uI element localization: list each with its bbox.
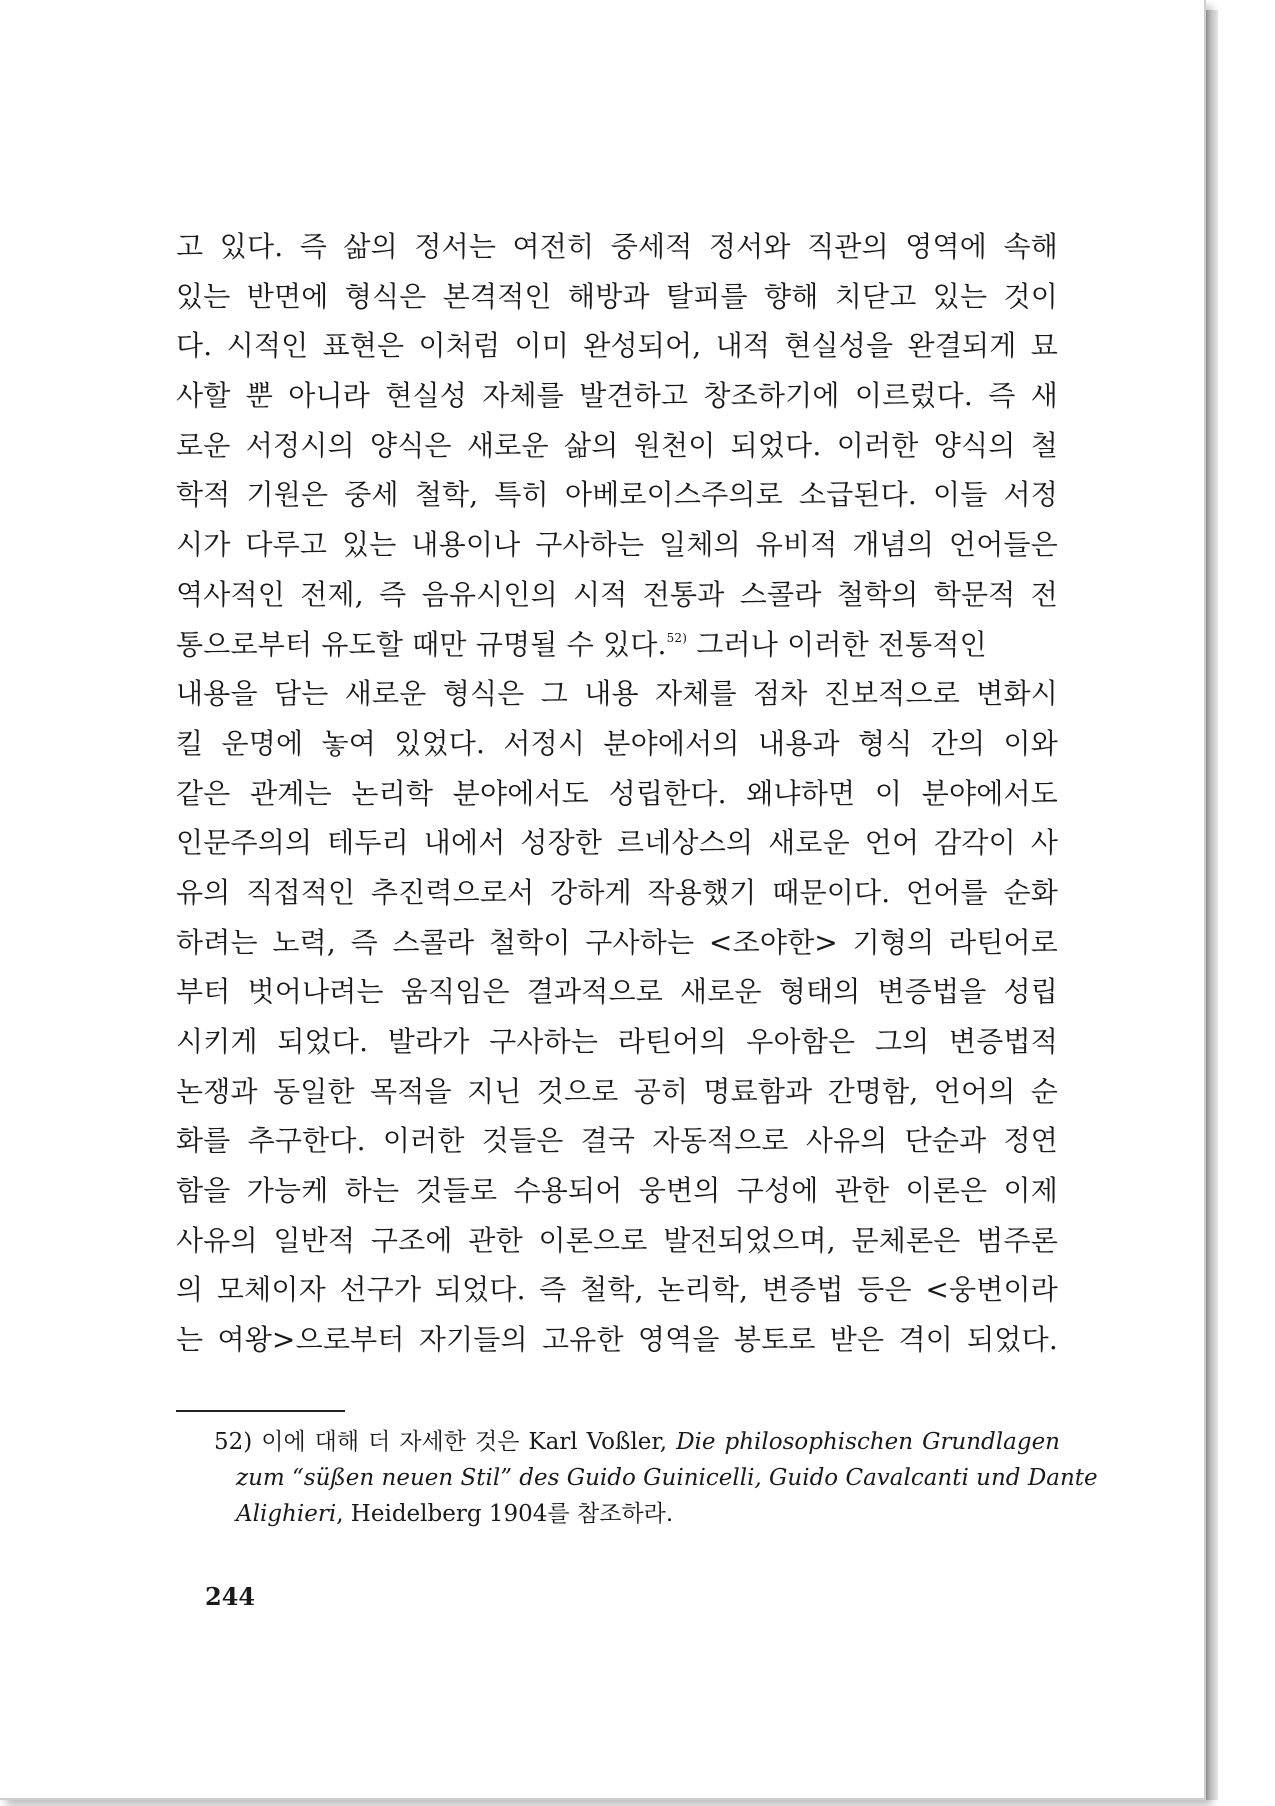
text-line: 함을 가능케 하는 것들로 수용되어 웅변의 구성에 관한 이론은 이제 [176,1174,1058,1208]
text-line: 역사적인 전제, 즉 음유시인의 시적 전통과 스콜라 철학의 학문적 전 [176,577,1058,611]
text-line-with-footnote [176,620,1058,670]
page-edge-stack [1206,10,1218,1800]
text-line: 유의 직접적인 추진력으로서 강하게 작용했기 때문이다. 언어를 순화 [176,875,1058,909]
text-line: 의 모체이자 선구가 되었다. 즉 철학, 논리학, 변증법 등은 <웅변이라 [176,1273,1058,1307]
text-line: 사유의 일반적 구조에 관한 이론으로 발전되었으며, 문체론은 범주론 [176,1223,1058,1257]
footnote-line [214,1460,1098,1496]
text-line: 학적 기원은 중세 철학, 특히 아베로이스주의로 소급된다. 이들 서정 [176,478,1058,512]
text-line: 킬 운명에 놓여 있었다. 서정시 분야에서의 내용과 형식 간의 이와 [176,726,1058,760]
footnote-title: zum “süßen neuen Stil” des Guido Guinicelli, Guido Cavalcanti und Dante [236,1465,1098,1491]
text-line: 논쟁과 동일한 목적을 지닌 것으로 공히 명료함과 간명함, 언어의 순 [176,1074,1058,1108]
page-number: 244 [205,1582,256,1611]
text-line: 로운 서정시의 양식은 새로운 삶의 원천이 되었다. 이러한 양식의 철 [176,428,1058,462]
text-line: 시가 다루고 있는 내용이나 구사하는 일체의 유비적 개념의 언어들은 [176,528,1058,562]
footnote-number: 52) [214,1429,253,1455]
footnote-title: Die philosophischen Grundlagen [676,1429,1061,1455]
text-segment: 그러나 이러한 전통적인 [687,627,987,661]
text-line: 같은 관계는 논리학 분야에서도 성립한다. 왜냐하면 이 분야에서도 [176,776,1058,810]
text-line: 인문주의의 테두리 내에서 성장한 르네상스의 새로운 언어 감각이 사 [176,826,1058,860]
text-line: 화를 추구한다. 이러한 것들은 결국 자동적으로 사유의 단순과 정연 [176,1124,1058,1158]
footnote-title: Alighieri [236,1501,337,1527]
text-line: 내용을 담는 새로운 형식은 그 내용 자체를 점차 진보적으로 변화시 [176,677,1058,711]
text-line: 사할 뿐 아니라 현실성 자체를 발견하고 창조하기에 이르렀다. 즉 새 [176,379,1058,413]
footnote [214,1424,1098,1532]
footnote-divider [176,1410,345,1412]
text-line: 다. 시적인 표현은 이처럼 이미 완성되어, 내적 현실성을 완결되게 묘 [176,329,1058,363]
footnote-line [214,1496,1060,1532]
footnote-line [214,1424,1060,1460]
text-line: 하려는 노력, 즉 스콜라 철학이 구사하는 <조야한> 기형의 라틴어로 [176,925,1058,959]
footnote-text: , Heidelberg 1904를 참조하라. [336,1501,674,1527]
text-segment: 통으로부터 유도할 때만 규명될 수 있다. [176,627,667,661]
text-line: 부터 벗어나려는 움직임은 결과적으로 새로운 형태의 변증법을 성립 [176,975,1058,1009]
body-text [176,222,1058,1365]
text-line: 고 있다. 즉 삶의 정서는 여전히 중세적 정서와 직관의 영역에 속해 [176,230,1058,263]
text-line: 는 여왕>으로부터 자기들의 고유한 영역을 봉토로 받은 격이 되었다. [176,1323,1058,1357]
footnote-text: 이에 대해 더 자세한 것은 Karl Voßler, [252,1429,677,1455]
text-line: 시키게 되었다. 발라가 구사하는 라틴어의 우아함은 그의 변증법적 [176,1025,1058,1058]
text-line: 있는 반면에 형식은 본격적인 해방과 탈피를 향해 치닫고 있는 것이 [176,279,1058,313]
footnote-reference[interactable]: 52) [666,630,688,645]
